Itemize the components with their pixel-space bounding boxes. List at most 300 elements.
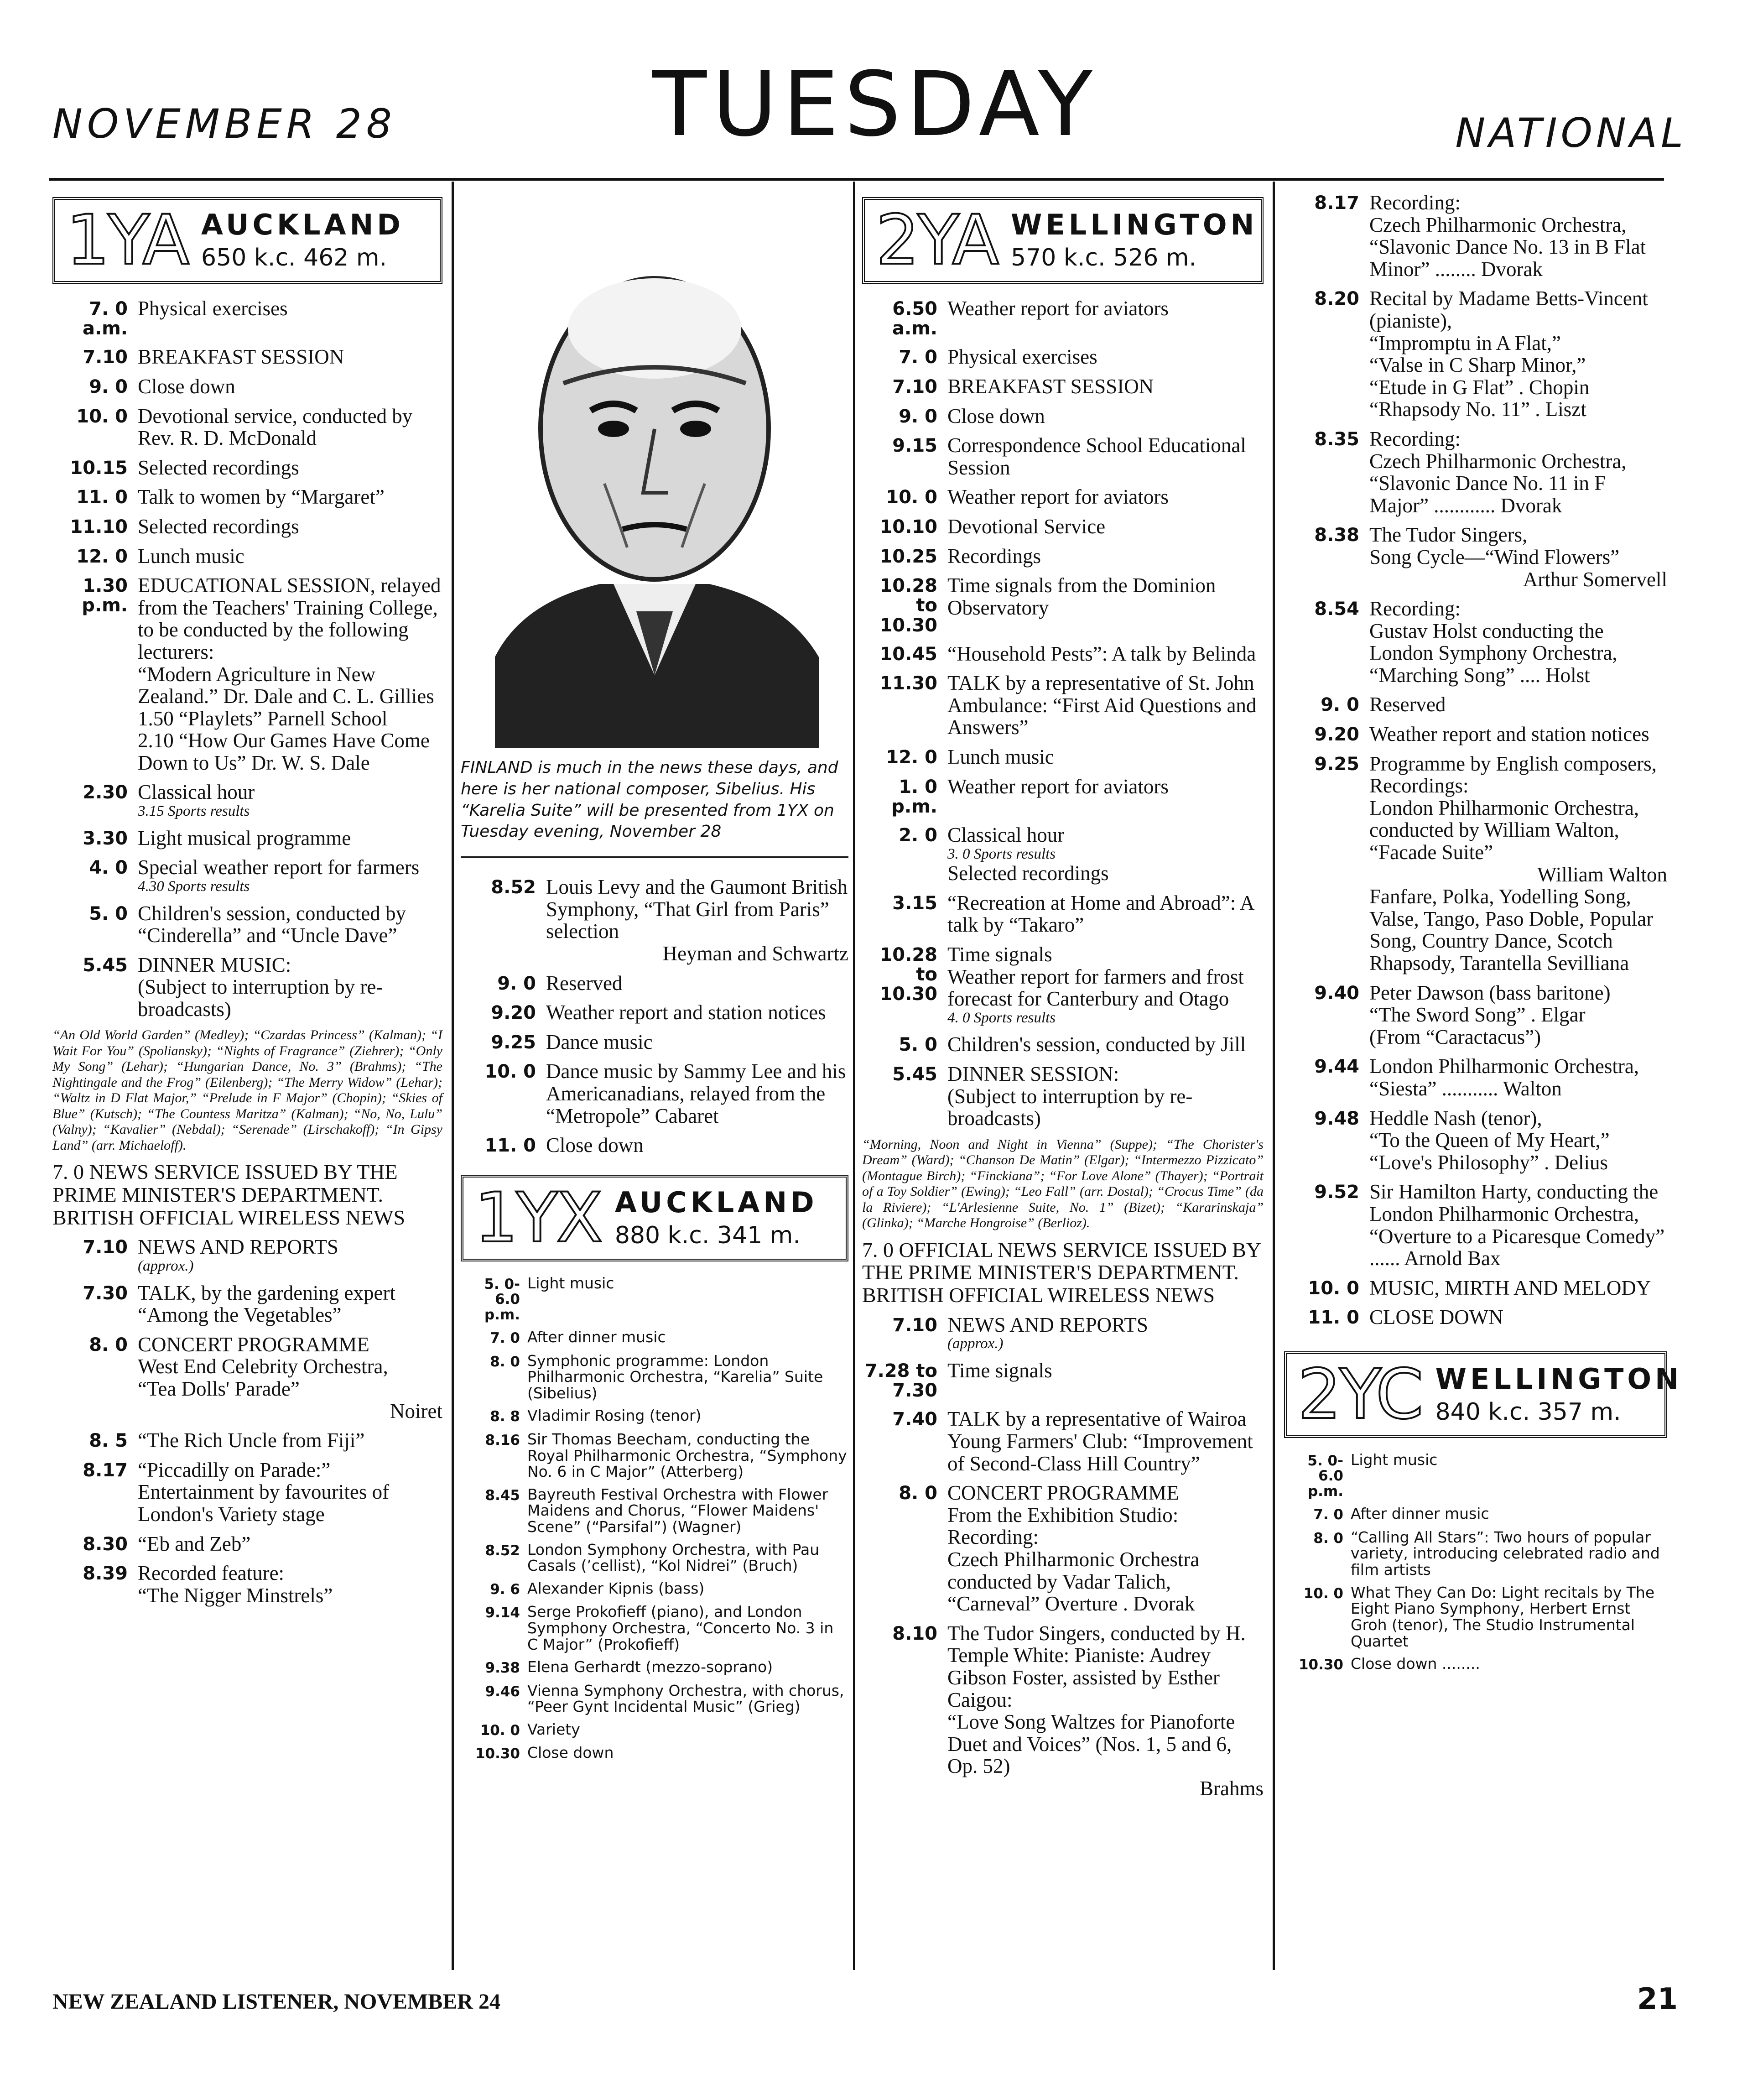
- item-text: MUSIC, MIRTH AND MELODY: [1369, 1276, 1651, 1299]
- time: 11.10: [70, 516, 128, 537]
- list-item: [862, 545, 1264, 568]
- time: 10.45: [879, 643, 937, 665]
- item-text: Weather report and station notices: [546, 1001, 826, 1024]
- list-item: [862, 434, 1264, 479]
- item-text: CLOSE DOWN: [1369, 1306, 1503, 1329]
- item-text: Louis Levy and the Gaumont British Symphony, “That Girl from Paris” selection: [546, 875, 848, 943]
- station-frequency: 570 k.c. 526 m.: [1011, 244, 1197, 272]
- column-1ya: [52, 192, 442, 1614]
- item-text: Elena Gerhardt (mezzo-soprano): [527, 1658, 773, 1676]
- list-item: [461, 1275, 848, 1323]
- section-rule: [461, 856, 848, 858]
- item-text: Variety: [527, 1720, 580, 1738]
- time: 10. 0: [1303, 1585, 1343, 1602]
- time: 8. 0: [899, 1483, 937, 1504]
- time: 8.35: [1314, 428, 1359, 450]
- time: 8. 5: [89, 1430, 128, 1452]
- sibelius-portrait: [468, 201, 842, 748]
- item-text: Dance music: [546, 1030, 653, 1053]
- item-text: Time signals: [947, 943, 1052, 966]
- item-detail: (Subject to interruption by re-broadcasts): [138, 975, 383, 1021]
- list-item: [862, 574, 1264, 636]
- item-text: “Piccadilly on Parade:” Entertainment by favourites of London's Variety stage: [138, 1458, 390, 1526]
- item-text: DINNER SESSION:: [947, 1063, 1119, 1086]
- item-text: Recorded feature:: [138, 1562, 285, 1585]
- item-text: Alexander Kipnis (bass): [527, 1579, 705, 1597]
- time: 10.25: [879, 546, 937, 567]
- station-frequency: 840 k.c. 357 m.: [1435, 1398, 1621, 1426]
- time: 8.17: [1314, 193, 1359, 214]
- time: 10.28 to 10.30: [879, 575, 937, 636]
- list-item: [1284, 1277, 1667, 1299]
- item-text: Light music: [1351, 1450, 1438, 1469]
- item-detail: Weather report for farmers and frost forecast for Canterbury and Otago: [947, 965, 1244, 1011]
- time: 9.25: [491, 1032, 536, 1053]
- item-detail: “Slavonic Dance No. 11 in F Major” ............ Dvorak: [1369, 472, 1606, 517]
- item-text: Classical hour: [947, 823, 1065, 847]
- time: 5. 0: [899, 1034, 937, 1056]
- time: 7.40: [892, 1409, 937, 1430]
- station-name: AUCKLAND: [201, 208, 404, 242]
- list-item: [461, 1353, 848, 1402]
- list-item: [1284, 1656, 1667, 1673]
- time: 9.40: [1314, 982, 1359, 1004]
- news-service: 7. 0 OFFICIAL NEWS SERVICE ISSUED BY THE PRIME MINISTER'S DEPARTMENT. BRITISH OFFICIAL WIRELESS NEWS: [862, 1238, 1261, 1307]
- list-item: [52, 781, 442, 819]
- time: 7.10: [892, 376, 937, 397]
- item-detail: 1.50 “Playlets” Parnell School: [138, 707, 388, 730]
- time: 8.52: [491, 877, 536, 898]
- station-box-2yc: [1284, 1351, 1682, 1438]
- item-text: Reserved: [1369, 693, 1446, 716]
- time: 9.20: [491, 1002, 536, 1024]
- time: 9.15: [892, 435, 937, 457]
- list-item: [52, 516, 442, 538]
- item-text: Recital by Madame Betts-Vincent (pianiste),: [1369, 287, 1648, 332]
- list-item: [52, 1533, 442, 1555]
- time: 11.30: [879, 673, 937, 694]
- time: 9.14: [485, 1605, 520, 1621]
- item-detail: Song Cycle—“Wind Flowers”: [1369, 545, 1620, 568]
- item-text: Close down: [138, 375, 235, 398]
- time: 10.10: [879, 516, 937, 537]
- item-sub: (approx.): [138, 1258, 194, 1275]
- item-detail: “Impromptu in A Flat,”: [1369, 331, 1561, 354]
- item-detail: Czech Philharmonic Orchestra,: [1369, 213, 1627, 236]
- item-text: CONCERT PROGRAMME: [947, 1481, 1179, 1505]
- list-item: [52, 457, 442, 479]
- item-text: Close down ........: [1351, 1655, 1480, 1673]
- time: 8.16: [485, 1432, 520, 1449]
- list-item: [862, 405, 1264, 427]
- item-text: Peter Dawson (bass baritone): [1369, 981, 1611, 1004]
- item-detail: “Valse in C Sharp Minor,”: [1369, 354, 1586, 377]
- iyx-schedule: [461, 1275, 848, 1762]
- time: 7.30: [83, 1282, 128, 1304]
- list-item: [862, 643, 1264, 665]
- list-item: [1284, 428, 1667, 516]
- time: 8.20: [1314, 288, 1359, 310]
- item-detail: “Slavonic Dance No. 13 in B Flat Minor” ........ Dvorak: [1369, 235, 1646, 281]
- list-item: [862, 375, 1264, 398]
- time: 9. 0: [899, 406, 937, 427]
- list-item: [461, 1407, 848, 1424]
- time: 7.10: [892, 1314, 937, 1336]
- item-text: Recording:: [1369, 427, 1461, 450]
- time: 7. 0: [1313, 1506, 1343, 1523]
- item-detail: Czech Philharmonic Orchestra conducted by Vadar Talich, “Carneval” Overture . Dvorak: [947, 1548, 1200, 1615]
- list-item: [52, 1282, 442, 1326]
- item-text: Recordings: [947, 544, 1041, 568]
- item-text: EDUCATIONAL SESSION, relayed from the Teachers' Training College, to be conducted by the following lecturers:: [138, 574, 441, 663]
- time: 10. 0: [886, 487, 937, 508]
- item-text: The Tudor Singers, conducted by H. Temple White: Pianiste: Audrey Gibson Foster, assisted by Esther Caigou:: [947, 1621, 1246, 1711]
- time: 1.30 p.m.: [82, 575, 128, 616]
- list-item: [52, 1459, 442, 1526]
- item-text: “Recreation at Home and Abroad”: A talk by “Takaro”: [947, 891, 1254, 937]
- time: 7. 0: [490, 1330, 520, 1347]
- list-item: [1284, 598, 1667, 686]
- list-item: [461, 1486, 848, 1535]
- item-detail: Selected recordings: [947, 862, 1109, 885]
- header-date: NOVEMBER 28: [52, 100, 396, 147]
- time: 3.30: [83, 828, 128, 849]
- station-frequency: 880 k.c. 341 m.: [614, 1222, 801, 1250]
- list-item: [52, 574, 442, 774]
- item-text: After dinner music: [527, 1328, 666, 1346]
- item-text: Dance music by Sammy Lee and his Americanadians, relayed from the “Metropole” Cabaret: [546, 1060, 846, 1127]
- time: 9.20: [1314, 724, 1359, 745]
- item-detail: (Subject to interruption by re-broadcasts): [947, 1084, 1193, 1130]
- item-detail: West End Celebrity Orchestra,: [138, 1355, 388, 1378]
- list-item: [461, 1060, 848, 1127]
- time: 10.30: [475, 1746, 520, 1762]
- item-text: “The Rich Uncle from Fiji”: [138, 1429, 365, 1452]
- item-text: Vienna Symphony Orchestra, with chorus, “Peer Gynt Incidental Music” (Grieg): [527, 1681, 844, 1716]
- station-name: WELLINGTON: [1435, 1362, 1682, 1396]
- time: 11. 0: [1308, 1307, 1359, 1329]
- list-item: [461, 1134, 848, 1157]
- item-text: Correspondence School Educational Session: [947, 434, 1246, 479]
- list-item: [52, 1236, 442, 1274]
- time: 9.44: [1314, 1056, 1359, 1078]
- item-text: Selected recordings: [138, 515, 299, 538]
- item-text: Serge Prokofieff (piano), and London Symphony Orchestra, “Concerto No. 3 in C Major” (Prokofieff): [527, 1603, 834, 1653]
- item-detail: “To the Queen of My Heart,”: [1369, 1129, 1610, 1152]
- time: 8.17: [83, 1459, 128, 1481]
- item-detail: “Facade Suite”: [1369, 841, 1493, 864]
- item-text: Recording:: [1369, 597, 1461, 620]
- time: 2. 0: [899, 825, 937, 846]
- time: 12. 0: [76, 546, 128, 567]
- time: 8.52: [485, 1542, 520, 1559]
- item-text: Devotional service, conducted by Rev. R. D. McDonald: [138, 404, 413, 450]
- station-logo-2yc: 2YC: [1298, 1355, 1422, 1434]
- column-rule-3: [1273, 182, 1275, 1970]
- item-text: Classical hour: [138, 781, 255, 804]
- list-item: [1284, 1055, 1667, 1100]
- time: 10. 0: [76, 406, 128, 427]
- time: 3.15: [892, 892, 937, 914]
- time: 2.30: [83, 782, 128, 803]
- item-sub: 3. 0 Sports results: [947, 845, 1056, 862]
- list-item: [1284, 287, 1667, 421]
- time: 10. 0: [480, 1722, 520, 1739]
- item-detail: London Philharmonic Orchestra, conducted by William Walton,: [1369, 796, 1639, 842]
- column-rule-2: [853, 182, 855, 1970]
- item-text: Sir Hamilton Harty, conducting the London Philharmonic Orchestra,: [1369, 1180, 1659, 1225]
- time: 11. 0: [76, 487, 128, 508]
- list-item: [1284, 1452, 1667, 1499]
- list-item: [461, 1329, 848, 1346]
- item-detail: 2.10 “How Our Games Have Come Down to Us” Dr. W. S. Dale: [138, 729, 430, 774]
- item-text: London Symphony Orchestra, with Pau Casals (’cellist), “Kol Nidrei” (Bruch): [527, 1540, 820, 1575]
- item-detail: Czech Philharmonic Orchestra,: [1369, 449, 1627, 473]
- list-item: [52, 1429, 442, 1452]
- time: 8. 8: [490, 1408, 520, 1425]
- item-composer: Arthur Somervell: [1523, 568, 1667, 591]
- item-sub: 3.15 Sports results: [138, 803, 250, 820]
- item-text: NEWS AND REPORTS: [947, 1313, 1148, 1336]
- list-item: [461, 1683, 848, 1715]
- item-detail: “Etude in G Flat” . Chopin: [1369, 375, 1590, 399]
- item-sub: 4. 0 Sports results: [947, 1009, 1056, 1026]
- time: 9.46: [485, 1683, 520, 1700]
- time: 7. 0: [899, 347, 937, 368]
- time: 7.10: [83, 347, 128, 368]
- list-item: [461, 1604, 848, 1652]
- list-item: [52, 827, 442, 849]
- item-detail: “Marching Song” .... Holst: [1369, 663, 1590, 687]
- item-detail: “Love's Philosophy” . Delius: [1369, 1151, 1608, 1174]
- station-box-2ya: [862, 197, 1264, 284]
- item-text: After dinner music: [1351, 1505, 1489, 1523]
- list-item: [862, 1314, 1264, 1352]
- item-sub: 4.30 Sports results: [138, 878, 250, 895]
- list-item: [52, 545, 442, 568]
- list-item: [461, 1580, 848, 1597]
- footer-publication: NEW ZEALAND LISTENER, NOVEMBER 24: [52, 1990, 500, 2014]
- item-detail: Recordings:: [1369, 774, 1469, 797]
- list-item: [52, 954, 442, 1021]
- item-detail: Fanfare, Polka, Yodelling Song, Valse, Tango, Paso Doble, Popular Song, Country Dance, Scotch Rhapsody, Tarantella Sevilliana: [1369, 885, 1654, 974]
- time: 5.45: [892, 1064, 937, 1085]
- list-item: [461, 1721, 848, 1738]
- item-text: The Tudor Singers,: [1369, 523, 1528, 547]
- item-text: Bayreuth Festival Orchestra with Flower Maidens and Chorus, “Flower Maidens' Scene” (“Parsifal”) (Wagner): [527, 1485, 828, 1536]
- list-item: [1284, 524, 1667, 590]
- list-item: [52, 346, 442, 368]
- list-item: [862, 776, 1264, 817]
- item-text: Physical exercises: [947, 345, 1097, 369]
- column-2ya-continued: [1284, 191, 1682, 1679]
- item-text: Selected recordings: [138, 456, 299, 479]
- item-detail: Gustav Holst conducting the London Symphony Orchestra,: [1369, 619, 1617, 665]
- list-item: [862, 297, 1264, 339]
- item-text: TALK by a representative of Wairoa Young Farmers' Club: “Improvement of Second-Class Hill Country”: [947, 1407, 1253, 1475]
- item-text: Time signals from the Dominion Observatory: [947, 574, 1216, 619]
- time: 8.10: [892, 1623, 937, 1644]
- item-text: Lunch music: [138, 544, 244, 568]
- station-name: WELLINGTON: [1011, 208, 1258, 242]
- list-item: [52, 375, 442, 398]
- time: 4. 0: [89, 857, 128, 879]
- column-feature: [461, 192, 848, 1768]
- list-item: [52, 405, 442, 449]
- list-item: [1284, 1506, 1667, 1522]
- list-item: [862, 1033, 1264, 1056]
- item-detail: “The Nigger Minstrels”: [138, 1584, 333, 1607]
- item-text: Children's session, conducted by “Cinderella” and “Uncle Dave”: [138, 901, 406, 947]
- time: 9. 0: [1321, 694, 1359, 716]
- time: 8.30: [83, 1533, 128, 1555]
- list-item: [52, 486, 442, 508]
- item-sub: (approx.): [947, 1335, 1004, 1352]
- item-text: Weather report for aviators: [947, 485, 1169, 509]
- item-detail: “Among the Vegetables”: [138, 1303, 342, 1327]
- list-item: [461, 972, 848, 995]
- header-network: NATIONAL: [1455, 109, 1687, 156]
- list-item: [862, 1408, 1264, 1475]
- list-item: [862, 486, 1264, 508]
- list-item: [862, 1622, 1264, 1800]
- time: 9.52: [1314, 1182, 1359, 1203]
- list-item: [461, 1001, 848, 1024]
- station-logo-2ya: 2YA: [876, 201, 998, 280]
- list-item: [862, 1360, 1264, 1401]
- item-composer: Heyman and Schwartz: [662, 942, 848, 965]
- time: 9.48: [1314, 1108, 1359, 1129]
- item-text: Close down: [947, 404, 1045, 427]
- time: 5. 0-6.0 p.m.: [484, 1276, 520, 1323]
- dinner-music-list: “Morning, Noon and Night in Vienna” (Suppe); “The Chorister's Dream” (Ward); “Chanson De Matin” (Elgar); “Intermezzo Pizzicato” (Montague Birch); “Finckiana”; “For Love Alone” (Thayer); “Portrait of a Toy Soldier” (Ewing); “Leo Fall” (arr. Dostal); “Crocus Time” (da la Riviere); “L'Arlesienne Suite, No. 1” (Bizet); “Kararinskaja” (Glinka); “Marche Hongroise” (Berlioz).: [862, 1136, 1264, 1231]
- list-item: [862, 943, 1264, 1026]
- item-text: BREAKFAST SESSION: [947, 375, 1154, 398]
- time: 5. 0: [89, 903, 128, 924]
- list-item: [1284, 1181, 1667, 1269]
- item-detail: From the Exhibition Studio:: [947, 1503, 1179, 1527]
- list-item: [1284, 1529, 1667, 1578]
- item-detail: “Siesta” ........... Walton: [1369, 1077, 1562, 1100]
- tyc-schedule: [1284, 1452, 1667, 1673]
- station-logo-1yx: 1YX: [474, 1178, 601, 1258]
- item-detail: Recording:: [947, 1526, 1039, 1549]
- item-text: CONCERT PROGRAMME: [138, 1333, 369, 1356]
- news-service: 7. 0 NEWS SERVICE ISSUED BY THE PRIME MINISTER'S DEPARTMENT. BRITISH OFFICIAL WIRELESS NEWS: [52, 1160, 406, 1229]
- time: 8.45: [485, 1487, 520, 1504]
- item-text: TALK, by the gardening expert: [138, 1281, 395, 1304]
- list-item: [862, 1482, 1264, 1615]
- list-item: [1284, 1584, 1667, 1650]
- time: 8.38: [1314, 525, 1359, 546]
- time: 10.30: [1298, 1657, 1343, 1673]
- item-text: Light music: [527, 1274, 614, 1292]
- item-detail: “Rhapsody No. 11” . Liszt: [1369, 398, 1586, 421]
- time: 1. 0 p.m.: [891, 776, 937, 817]
- time: 7.10: [83, 1237, 128, 1258]
- list-item: [862, 746, 1264, 768]
- item-text: NEWS AND REPORTS: [138, 1235, 338, 1259]
- time: 10.28 to 10.30: [879, 944, 937, 1005]
- item-detail: (From “Caractacus”): [1369, 1025, 1541, 1048]
- item-text: Programme by English composers,: [1369, 752, 1657, 775]
- item-text: Weather report for aviators: [947, 775, 1169, 798]
- item-text: What They Can Do: Light recitals by The Eight Piano Symphony, Herbert Ernst Groh (tenor), The Studio Instrumental Quartet: [1351, 1583, 1655, 1650]
- item-text: Time signals: [947, 1359, 1052, 1382]
- header-rule: [49, 178, 1664, 181]
- item-text: Close down: [546, 1134, 644, 1157]
- list-item: [1284, 1306, 1667, 1329]
- item-composer: William Walton: [1537, 863, 1667, 886]
- item-text: BREAKFAST SESSION: [138, 345, 344, 369]
- time: 9.25: [1314, 753, 1359, 775]
- item-detail: “Love Song Waltzes for Pianoforte Duet and Voices” (Nos. 1, 5 and 6, Op. 52): [947, 1710, 1235, 1778]
- item-text: Symphonic programme: London Philharmonic Orchestra, “Karelia” Suite (Sibelius): [527, 1351, 823, 1402]
- list-item: [1284, 723, 1667, 745]
- item-text: Heddle Nash (tenor),: [1369, 1106, 1542, 1130]
- item-text: Recording:: [1369, 191, 1461, 214]
- item-composer: Brahms: [1200, 1777, 1264, 1800]
- list-item: [461, 1542, 848, 1574]
- item-text: Weather report for aviators: [947, 297, 1169, 320]
- list-item: [862, 672, 1264, 739]
- list-item: [52, 902, 442, 947]
- time: 10. 0: [484, 1061, 536, 1083]
- item-detail: “Tea Dolls' Parade”: [138, 1377, 300, 1401]
- item-text: “Eb and Zeb”: [138, 1532, 251, 1555]
- item-text: Reserved: [546, 971, 623, 995]
- item-composer: Noiret: [390, 1399, 442, 1423]
- list-item: [1284, 693, 1667, 716]
- item-text: Close down: [527, 1744, 614, 1762]
- time: 5. 0-6.0 p.m.: [1307, 1452, 1343, 1500]
- time: 9. 0: [497, 973, 536, 994]
- time: 11. 0: [484, 1135, 536, 1157]
- list-item: [52, 1562, 442, 1606]
- item-detail: “The Sword Song” . Elgar: [1369, 1003, 1586, 1027]
- item-detail: “Overture to a Picaresque Comedy” ...... Arnold Bax: [1369, 1225, 1665, 1270]
- time: 10.15: [70, 457, 128, 479]
- item-text: Special weather report for farmers: [138, 856, 420, 879]
- station-logo-1ya: 1YA: [66, 201, 188, 280]
- item-text: TALK by a representative of St. John Ambulance: “First Aid Questions and Answers”: [947, 672, 1257, 739]
- item-text: DINNER MUSIC:: [138, 953, 291, 976]
- time: 12. 0: [886, 747, 937, 768]
- item-text: Lunch music: [947, 745, 1054, 769]
- time: 8. 0: [490, 1353, 520, 1370]
- station-box-1yx: [461, 1175, 848, 1261]
- time: 8.39: [83, 1563, 128, 1584]
- header-day: TUESDAY: [652, 52, 1098, 156]
- time: 8.54: [1314, 599, 1359, 620]
- list-item: [52, 856, 442, 895]
- item-text: Physical exercises: [138, 297, 288, 320]
- item-text: “Household Pests”: A talk by Belinda: [947, 642, 1256, 665]
- list-item: [461, 1031, 848, 1053]
- item-text: Weather report and station notices: [1369, 723, 1649, 746]
- photo-caption: FINLAND is much in the news these days, and here is her national composer, Sibelius. His “Karelia Suite” will be presented from 1YX on Tuesday evening, November 28: [461, 758, 838, 841]
- dinner-music-list: “An Old World Garden” (Medley); “Czardas Princess” (Kalman); “I Wait For You” (Spoliansky); “Nights of Fragrance” (Ziehrer); “Only My Song” (Lehar); “Hungarian Dance, No. 3” (Brahms); “The Nightingale and the Frog” (Eilenberg); “The Merry Widow” (Lehar); “Waltz in D Flat Major,” “Prelude in F Major” (Chopin); “Skies of Blue” (Kutsch); “The Countess Maritza” (Kalman); “No, No, Lulu” (Valny); “Kavalier” (Nebdal); “Serenade” (Lirschakoff); “In Gipsy Land” (arr. Michaeloff).: [52, 1027, 442, 1153]
- list-item: [862, 892, 1264, 936]
- list-item: [461, 1745, 848, 1761]
- item-text: Children's session, conducted by Jill: [947, 1033, 1246, 1056]
- time: 9. 6: [490, 1581, 520, 1598]
- list-item: [1284, 753, 1667, 974]
- time: 5.45: [83, 954, 128, 976]
- item-text: Light musical programme: [138, 826, 351, 849]
- time: 6.50 a.m.: [892, 298, 937, 339]
- list-item: [862, 346, 1264, 368]
